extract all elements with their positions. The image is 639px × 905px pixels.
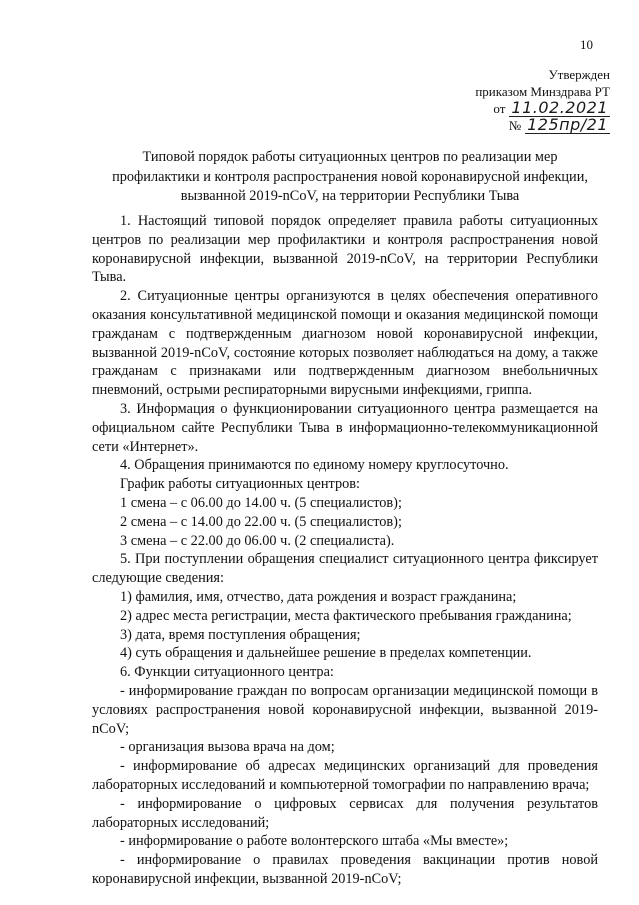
schedule-shift-3: 3 смена – с 22.00 до 06.00 ч. (2 специалиста). [120, 532, 395, 549]
paragraph-4: 4. Обращения принимаются по единому номеру круглосуточно. [120, 457, 509, 474]
paragraph-6: 6. Функции ситуационного центра: [120, 664, 334, 681]
paragraph-3: 3. Информация о функционировании ситуационного центра размещается на официальном сайте Республики Тыва в информационно-телекоммуникационной сети «Интернет». [92, 400, 598, 455]
approval-date-label: от [493, 101, 506, 116]
approval-order: приказом Минздрава РТ [475, 84, 610, 99]
function-item-2: - организация вызова врача на дом; [120, 739, 335, 756]
approval-approved: Утвержден [548, 67, 610, 82]
schedule-shift-1: 1 смена – с 06.00 до 14.00 ч. (5 специалистов); [120, 494, 402, 511]
approval-stamp [410, 66, 610, 134]
title-line-2: профилактики и контроля распространения новой коронавирусной инфекции, [112, 168, 588, 185]
record-item-2: 2) адрес места регистрации, места фактического пребывания гражданина; [120, 607, 572, 624]
record-item-3: 3) дата, время поступления обращения; [120, 626, 361, 643]
document-title [80, 148, 620, 207]
approval-date-handwritten: 11.02.2021 [511, 98, 608, 117]
record-item-1: 1) фамилия, имя, отчество, дата рождения и возраст гражданина; [120, 588, 517, 605]
approval-number-handwritten: 125пр/21 [527, 115, 608, 134]
function-item-1: - информирование граждан по вопросам организации медицинской помощи в условиях распространения новой коронавирусной инфекции, вызванной 2019-nCoV; [92, 682, 598, 737]
document-body [92, 212, 598, 889]
schedule-shift-2: 2 смена – с 14.00 до 22.00 ч. (5 специалистов); [120, 513, 402, 530]
title-line-3: вызванной 2019-nCoV, на территории Республики Тыва [180, 188, 520, 204]
schedule-heading: График работы ситуационных центров: [120, 476, 360, 493]
page-number: 10 [580, 37, 593, 52]
function-item-5: - информирование о работе волонтерского штаба «Мы вместе»; [120, 833, 509, 850]
function-item-3: - информирование об адресах медицинских организаций для проведения лабораторных исследований и компьютерной томографии по направлению врача; [92, 758, 598, 793]
function-item-6: - информирование о правилах проведения вакцинации против новой коронавирусной инфекции, вызванной 2019-nCoV; [92, 852, 598, 887]
approval-number-row [410, 117, 610, 134]
paragraph-5: 5. При поступлении обращения специалист ситуационного центра фиксирует следующие сведения: [92, 551, 598, 587]
title-line-1: Типовой порядок работы ситуационных центров по реализации мер [142, 149, 558, 165]
record-item-4: 4) суть обращения и дальнейшее решение в пределах компетенции. [120, 645, 532, 662]
paragraph-1: 1. Настоящий типовой порядок определяет правила работы ситуационных центров по реализации мер профилактики и контроля распространения новой коронавирусной инфекции, вызванной 2019-nCoV, на территории Республики Тыва. [92, 213, 598, 286]
approval-number-label: № [508, 118, 522, 133]
paragraph-2: 2. Ситуационные центры организуются в целях обеспечения оперативного оказания консультативной медицинской помощи и оказания медицинской помощи гражданам с подтвержденным диагнозом новой коронавирусной инфекции, вызванной 2019-nCoV, состояние которых позволяет наблюдаться на дому, а также гражданам с признаками или подтвержденным диагнозом внебольничных пневмоний, острыми респираторными вирусными инфекциями, гриппа. [92, 288, 598, 399]
function-item-4: - информирование о цифровых сервисах для получения результатов лабораторных исследований; [92, 795, 598, 831]
